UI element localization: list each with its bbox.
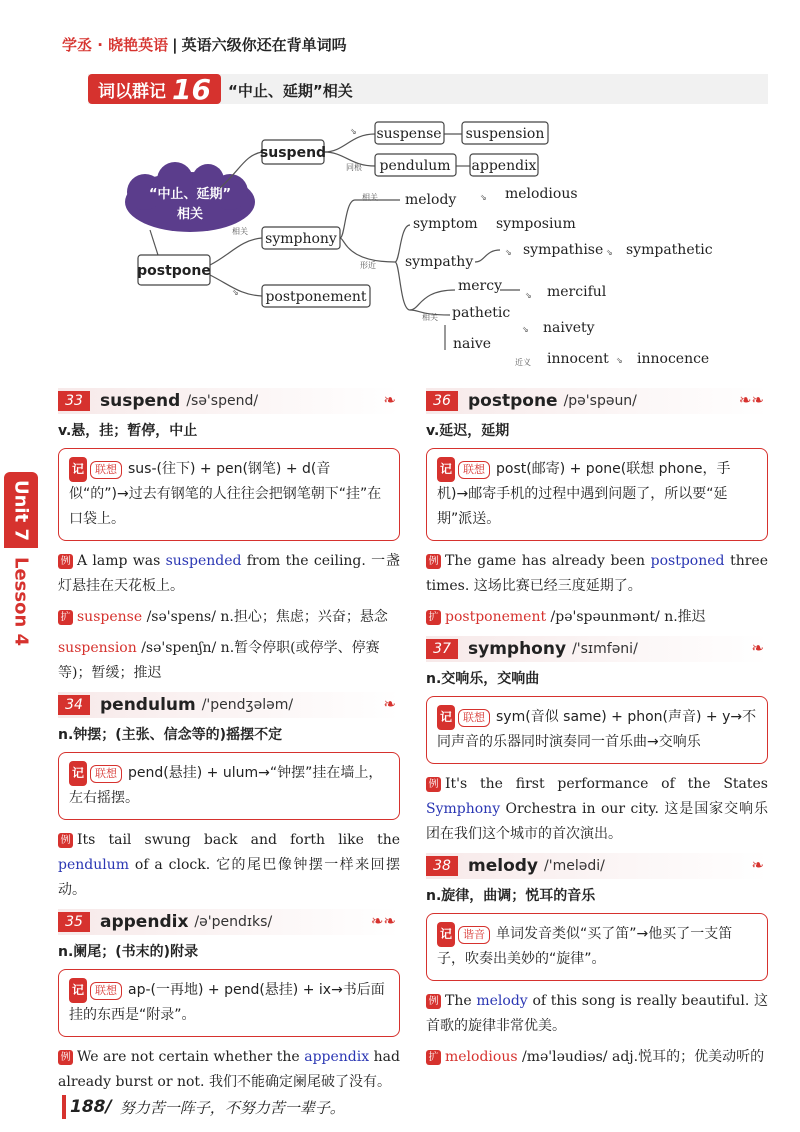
entry-ipa: /'pendʒələm/ (201, 697, 294, 713)
example-part-b: three times. 这场比赛已经三度延期了。 (426, 553, 768, 594)
memo-tag: 联想 (90, 765, 122, 783)
memo-tag: 联想 (90, 982, 122, 1000)
extension-detail: /mə'ləudiəs/ adj.悦耳的；优美动听的 (517, 1049, 765, 1065)
entry-number: 33 (58, 391, 90, 411)
memo-text: 单词发音类似“买了笛”→他买了一支笛子，吹奏出美妙的“旋律”。 (437, 926, 733, 967)
extension-word: suspension (58, 640, 137, 656)
entry-head (58, 692, 400, 718)
entry-pos: n.钟摆；(主张、信念等的)摇摆不定 (58, 727, 283, 743)
example-part-b: had already burst or not. 我们不能确定阑尾破了没有。 (58, 1049, 400, 1090)
example-icon: 例 (426, 554, 441, 569)
entry-head (58, 909, 400, 935)
memo-badge-icon: 记 (437, 705, 455, 730)
node-appendix: appendix (471, 158, 537, 174)
entry-number: 35 (58, 912, 90, 932)
example-highlight: Symphony (426, 801, 501, 817)
fire-icon: ❧❧ (370, 912, 396, 930)
memo-box (426, 913, 768, 981)
memo-badge-icon: 记 (69, 978, 87, 1003)
example-part-a: The game has already been (445, 553, 651, 569)
memo-box (58, 969, 400, 1037)
book-title: 英语六级你还在背单词吗 (181, 36, 347, 54)
example-sentence (58, 1045, 400, 1095)
example-highlight: postponed (650, 553, 725, 569)
example-sentence (426, 989, 768, 1039)
example-icon: 例 (58, 833, 73, 848)
entry-ipa: /'sɪmfəni/ (572, 641, 638, 657)
derive-mark-icon: ⇘ (522, 325, 529, 334)
node-naivety: naivety (543, 320, 595, 336)
memo-text: sus-(往下) + pen(钢笔) + d(音似“的”)→过去有钢笔的人往往会把钢笔朝下“挂”在口袋上。 (69, 461, 382, 527)
memo-badge-icon: 记 (437, 922, 455, 947)
tag-related2: 相关 (362, 193, 378, 202)
derive-mark-icon: ⇘ (505, 248, 512, 257)
derive-mark-icon: ⇘ (480, 193, 487, 202)
node-merciful: merciful (547, 284, 607, 300)
entry-number: 36 (426, 391, 458, 411)
node-innocent: innocent (547, 351, 609, 367)
node-suspense: suspense (376, 126, 442, 142)
node-melodious: melodious (505, 186, 578, 202)
cloud-line1: “中止、延期” (148, 187, 232, 202)
memo-badge-icon: 记 (69, 457, 87, 482)
derive-mark-icon: ⇘ (616, 356, 623, 365)
extension-detail: /sə'spenʃn/ n.暂令停职(或停学、停赛等)；暂缓；推迟 (58, 640, 380, 681)
node-suspend: suspend (259, 145, 327, 161)
example-part-a: A lamp was (77, 553, 166, 569)
unit-label: Unit 7 (4, 472, 38, 548)
example-part-b: of a clock. 它的尾巴像钟摆一样来回摆动。 (58, 857, 400, 898)
footer-motto: 努力苦一阵子，不努力苦一辈子。 (119, 1098, 345, 1117)
node-pendulum: pendulum (379, 158, 451, 174)
extension-word: melodious (445, 1049, 518, 1065)
memo-tag: 联想 (90, 461, 122, 479)
node-symposium: symposium (496, 216, 576, 232)
example-icon: 例 (58, 1050, 73, 1065)
node-sympathy: sympathy (405, 254, 474, 270)
extension-icon: 扩 (426, 1050, 441, 1065)
banner-label-box (88, 74, 221, 104)
node-postpone: postpone (137, 263, 211, 279)
node-symphony: symphony (265, 231, 337, 247)
extension-line (426, 605, 768, 630)
derive-mark-icon: ⇘ (232, 288, 239, 297)
mind-map (0, 110, 800, 380)
entry-melody (426, 853, 768, 1070)
header-separator: | (172, 36, 178, 54)
node-postponement: postponement (265, 289, 367, 305)
extension-icon: 扩 (58, 610, 73, 625)
node-sympathetic: sympathetic (626, 242, 713, 258)
example-highlight: suspended (165, 553, 242, 569)
extension-detail: /sə'spens/ n.担心；焦虑；兴奋；悬念 (142, 609, 388, 625)
derive-mark-icon: ⇘ (525, 291, 532, 300)
entry-head (426, 853, 768, 879)
node-innocence: innocence (637, 351, 710, 367)
memo-box (58, 752, 400, 820)
example-sentence (58, 549, 400, 599)
memo-text: pend(悬挂) + ulum→“钟摆”挂在墙上，左右摇摆。 (69, 765, 383, 806)
memo-text: post(邮寄) + pone(联想 phone，手机)→邮寄手机的过程中遇到问题了，所以要“延期”派送。 (437, 461, 731, 527)
tag-form-similar: 形近 (360, 261, 376, 270)
page-number: 188/ (70, 1097, 112, 1117)
entry-word: symphony (468, 639, 567, 659)
example-part-a: The (445, 993, 477, 1009)
entry-ipa: /sə'spend/ (186, 393, 259, 409)
fire-icon: ❧ (751, 639, 764, 657)
entry-word: melody (468, 856, 539, 876)
example-part-a: It's the first performance of the States (445, 776, 768, 792)
example-part-a: We are not certain whether the (77, 1049, 305, 1065)
page-footer (62, 1095, 345, 1119)
entry-number: 38 (426, 856, 458, 876)
example-highlight: melody (476, 993, 528, 1009)
entry-number: 37 (426, 639, 458, 659)
example-icon: 例 (58, 554, 73, 569)
memo-text: sym(音似 same) + phon(声音) + y→不同声音的乐器同时演奏同一首乐曲→交响乐 (437, 709, 757, 750)
memo-tag: 谐音 (458, 926, 490, 944)
entry-pos: n.旋律，曲调；悦耳的音乐 (426, 888, 596, 904)
memo-text: ap-(一再地) + pend(悬挂) + ix→书后面挂的东西是“附录”。 (69, 982, 385, 1023)
entry-ipa: /ə'pendɪks/ (194, 914, 273, 930)
fire-icon: ❧ (383, 391, 396, 409)
entry-ipa: /pə'spəun/ (563, 393, 637, 409)
entry-head (426, 388, 768, 414)
section-banner (88, 74, 768, 104)
entry-number: 34 (58, 695, 90, 715)
entry-word: suspend (100, 391, 181, 411)
example-icon: 例 (426, 994, 441, 1009)
entry-pos: n.阑尾；(书末的)附录 (58, 944, 199, 960)
node-melody: melody (405, 192, 457, 208)
fire-icon: ❧❧ (738, 391, 764, 409)
extension-icon: 扩 (426, 610, 441, 625)
node-pathetic: pathetic (452, 305, 511, 321)
fire-icon: ❧ (383, 695, 396, 713)
entry-word: appendix (100, 912, 189, 932)
entry-word: pendulum (100, 695, 196, 715)
tag-near-meaning: 近义 (515, 358, 531, 367)
page-header (62, 34, 347, 55)
node-symptom: symptom (413, 216, 478, 232)
entry-pos: n.交响乐，交响曲 (426, 671, 540, 687)
right-column (426, 388, 768, 1076)
entry-pos: v.悬，挂；暂停，中止 (58, 423, 198, 439)
side-tab (4, 472, 38, 652)
entry-ipa: /'melədi/ (544, 858, 605, 874)
banner-number: 16 (172, 72, 211, 106)
example-highlight: pendulum (58, 857, 130, 873)
memo-badge-icon: 记 (437, 457, 455, 482)
tag-related3: 相关 (422, 313, 438, 322)
brand: 学丞 · 晓艳英语 (62, 36, 169, 54)
entry-appendix (58, 909, 400, 1095)
entry-suspend (58, 388, 400, 686)
memo-box (426, 696, 768, 764)
memo-box (426, 448, 768, 541)
extension-line (58, 636, 400, 686)
lesson-label: Lesson 4 (10, 557, 32, 647)
node-sympathise: sympathise (523, 242, 604, 258)
example-icon: 例 (426, 777, 441, 792)
extension-word: suspense (77, 609, 143, 625)
node-naive: naive (453, 336, 492, 352)
extension-word: postponement (445, 609, 547, 625)
entry-postpone (426, 388, 768, 630)
entry-head (58, 388, 400, 414)
example-sentence (58, 828, 400, 903)
entry-word: postpone (468, 391, 558, 411)
memo-badge-icon: 记 (69, 761, 87, 786)
banner-label: 词以群记 (98, 81, 166, 102)
node-suspension: suspension (465, 126, 545, 142)
example-part-b: Orchestra in our city. 这是国家交响乐团在我们这个城市的首次演出。 (426, 801, 768, 842)
extension-detail: /pə'spəunmənt/ n.推迟 (546, 609, 706, 625)
node-mercy: mercy (458, 278, 503, 294)
extension-line (58, 605, 400, 630)
example-sentence (426, 549, 768, 599)
extension-line (426, 1045, 768, 1070)
entry-head (426, 636, 768, 662)
memo-tag: 联想 (458, 461, 490, 479)
left-column (58, 388, 400, 1101)
entry-pos: v.延迟，延期 (426, 423, 510, 439)
derive-mark-icon: ⇘ (606, 248, 613, 257)
derive-mark-icon: ⇘ (350, 127, 357, 136)
fire-icon: ❧ (751, 856, 764, 874)
example-sentence (426, 772, 768, 847)
example-part-b: of this song is really beautiful. 这首歌的旋律非常优美。 (426, 993, 768, 1034)
footer-bar (62, 1095, 66, 1119)
example-part-a: Its tail swung back and forth like the (77, 832, 400, 848)
entry-symphony (426, 636, 768, 847)
cloud-line2: 相关 (176, 207, 204, 222)
example-highlight: appendix (304, 1049, 370, 1065)
example-part-b: from the ceiling. 一盏灯悬挂在天花板上。 (58, 553, 400, 594)
tag-related: 相关 (232, 227, 248, 236)
memo-tag: 联想 (458, 709, 490, 727)
tag-same-root: 同根 (346, 163, 362, 172)
entry-pendulum (58, 692, 400, 903)
banner-title: “中止、延期”相关 (228, 82, 353, 100)
memo-box (58, 448, 400, 541)
